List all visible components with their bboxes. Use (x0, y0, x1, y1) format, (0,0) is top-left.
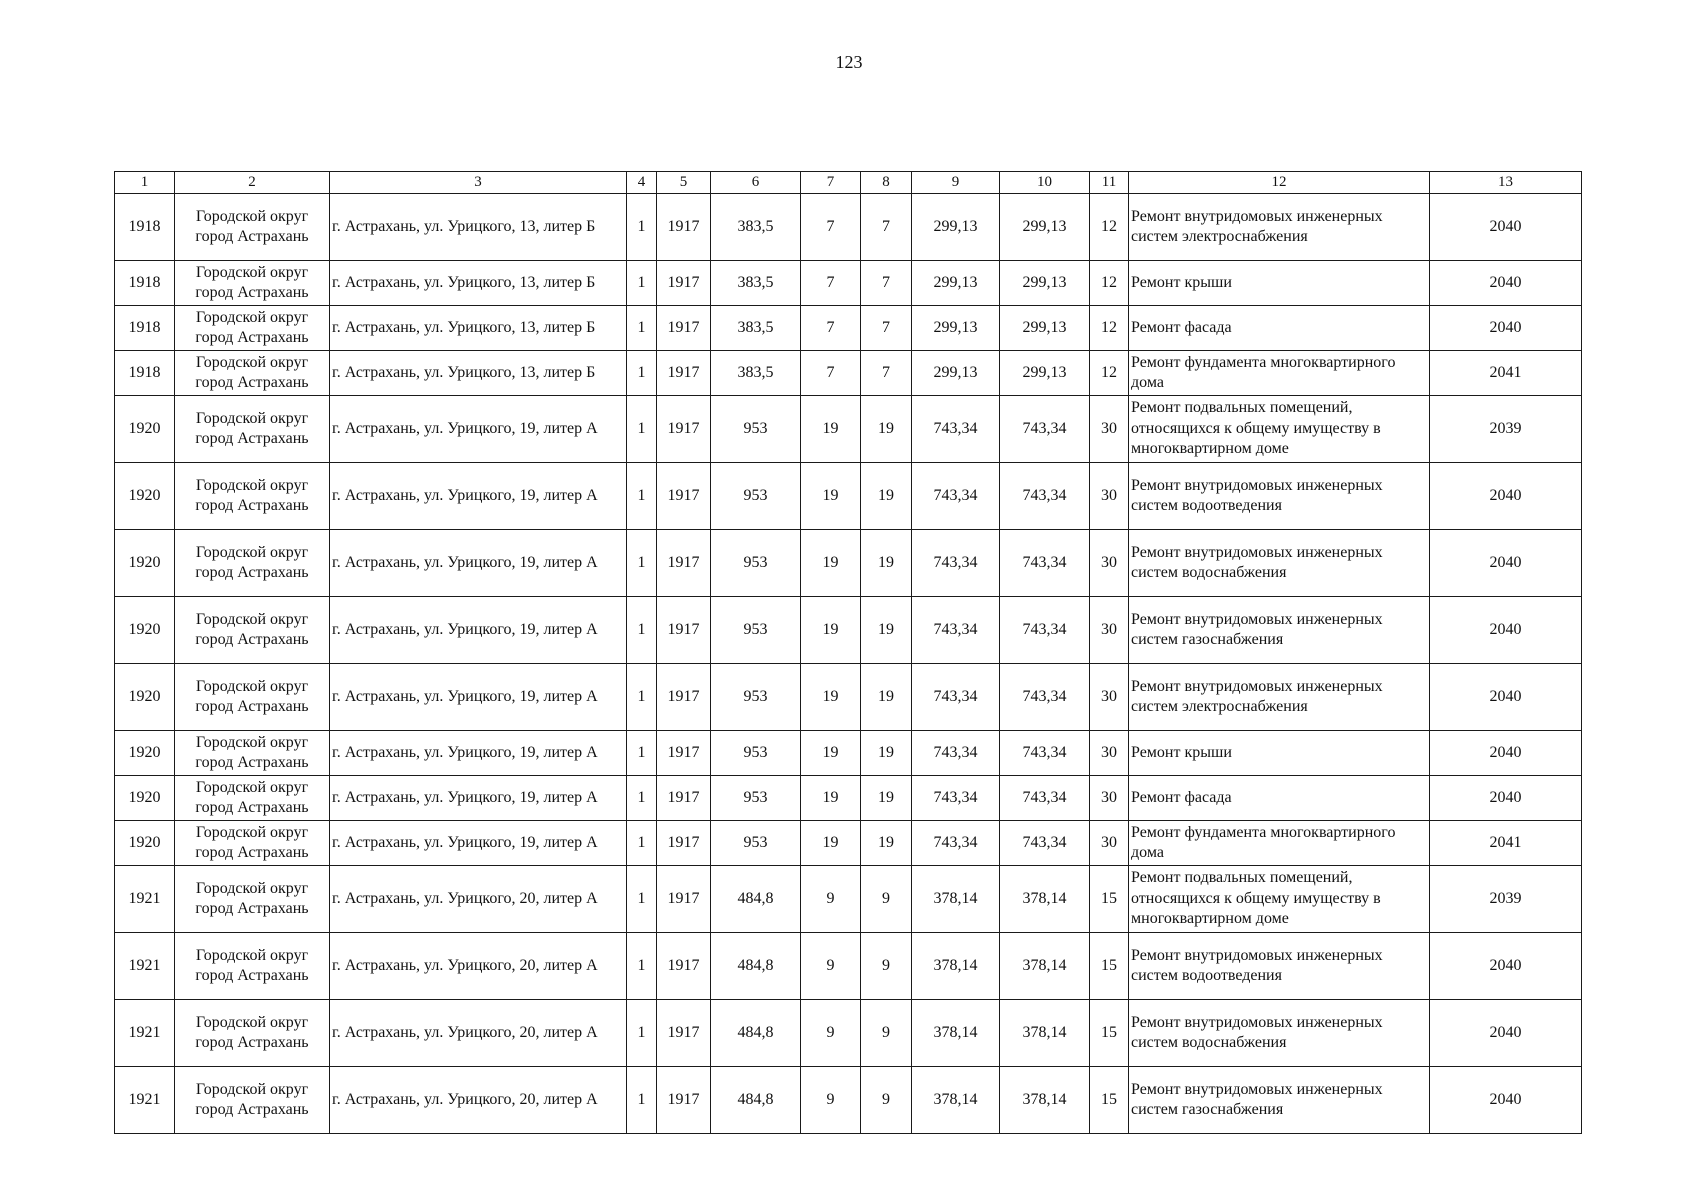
cell-col-7: 7 (801, 261, 861, 306)
cell-col-13: 2040 (1430, 261, 1582, 306)
cell-col-12: Ремонт внутридомовых инженерных систем водоснабжения (1129, 1000, 1430, 1067)
cell-col-2: Городской округ город Астрахань (175, 597, 330, 664)
cell-col-6: 953 (711, 776, 801, 821)
cell-col-12: Ремонт внутридомовых инженерных систем водоснабжения (1129, 530, 1430, 597)
cell-col-4: 1 (627, 1067, 657, 1134)
cell-col-12: Ремонт внутридомовых инженерных систем водоотведения (1129, 463, 1430, 530)
cell-col-1: 1921 (115, 933, 175, 1000)
cell-col-8: 19 (861, 463, 912, 530)
cell-col-10: 378,14 (1000, 866, 1090, 933)
cell-col-7: 19 (801, 597, 861, 664)
cell-col-4: 1 (627, 933, 657, 1000)
cell-col-6: 953 (711, 463, 801, 530)
cell-col-10: 743,34 (1000, 664, 1090, 731)
cell-col-7: 7 (801, 306, 861, 351)
cell-col-8: 19 (861, 664, 912, 731)
cell-col-12: Ремонт крыши (1129, 261, 1430, 306)
cell-col-7: 19 (801, 821, 861, 866)
cell-col-3: г. Астрахань, ул. Урицкого, 13, литер Б (330, 351, 627, 396)
cell-col-5: 1917 (657, 664, 711, 731)
cell-col-1: 1918 (115, 194, 175, 261)
cell-col-1: 1920 (115, 731, 175, 776)
cell-col-11: 30 (1090, 776, 1129, 821)
cell-col-5: 1917 (657, 463, 711, 530)
cell-col-3: г. Астрахань, ул. Урицкого, 19, литер А (330, 821, 627, 866)
cell-col-3: г. Астрахань, ул. Урицкого, 13, литер Б (330, 306, 627, 351)
cell-col-12: Ремонт внутридомовых инженерных систем водоотведения (1129, 933, 1430, 1000)
cell-col-2: Городской округ город Астрахань (175, 530, 330, 597)
cell-col-3: г. Астрахань, ул. Урицкого, 20, литер А (330, 933, 627, 1000)
cell-col-12: Ремонт внутридомовых инженерных систем газоснабжения (1129, 597, 1430, 664)
cell-col-4: 1 (627, 866, 657, 933)
column-number-7: 7 (801, 172, 861, 194)
column-number-2: 2 (175, 172, 330, 194)
cell-col-11: 15 (1090, 866, 1129, 933)
cell-col-2: Городской округ город Астрахань (175, 396, 330, 463)
cell-col-12: Ремонт крыши (1129, 731, 1430, 776)
cell-col-13: 2040 (1430, 664, 1582, 731)
column-number-1: 1 (115, 172, 175, 194)
cell-col-10: 743,34 (1000, 597, 1090, 664)
column-number-9: 9 (912, 172, 1000, 194)
cell-col-6: 953 (711, 731, 801, 776)
cell-col-6: 484,8 (711, 933, 801, 1000)
cell-col-13: 2039 (1430, 396, 1582, 463)
cell-col-2: Городской округ город Астрахань (175, 351, 330, 396)
cell-col-7: 19 (801, 530, 861, 597)
table-row (115, 1067, 1582, 1134)
cell-col-8: 7 (861, 261, 912, 306)
cell-col-13: 2039 (1430, 866, 1582, 933)
cell-col-7: 7 (801, 194, 861, 261)
cell-col-6: 484,8 (711, 1000, 801, 1067)
cell-col-3: г. Астрахань, ул. Урицкого, 20, литер А (330, 1000, 627, 1067)
cell-col-2: Городской округ город Астрахань (175, 821, 330, 866)
cell-col-2: Городской округ город Астрахань (175, 776, 330, 821)
cell-col-3: г. Астрахань, ул. Урицкого, 19, литер А (330, 396, 627, 463)
cell-col-2: Городской округ город Астрахань (175, 933, 330, 1000)
repair-schedule-table (114, 171, 1582, 1134)
cell-col-7: 9 (801, 1067, 861, 1134)
cell-col-4: 1 (627, 731, 657, 776)
cell-col-7: 7 (801, 351, 861, 396)
cell-col-10: 299,13 (1000, 261, 1090, 306)
cell-col-1: 1921 (115, 1067, 175, 1134)
cell-col-9: 743,34 (912, 664, 1000, 731)
cell-col-5: 1917 (657, 933, 711, 1000)
cell-col-7: 9 (801, 1000, 861, 1067)
cell-col-10: 743,34 (1000, 396, 1090, 463)
cell-col-9: 743,34 (912, 776, 1000, 821)
table-row (115, 396, 1582, 463)
cell-col-10: 299,13 (1000, 306, 1090, 351)
cell-col-11: 30 (1090, 821, 1129, 866)
cell-col-11: 30 (1090, 463, 1129, 530)
cell-col-12: Ремонт подвальных помещений, относящихся к общему имуществу в многоквартирном доме (1129, 396, 1430, 463)
cell-col-12: Ремонт внутридомовых инженерных систем электроснабжения (1129, 194, 1430, 261)
cell-col-10: 743,34 (1000, 731, 1090, 776)
cell-col-2: Городской округ город Астрахань (175, 194, 330, 261)
cell-col-1: 1918 (115, 306, 175, 351)
cell-col-5: 1917 (657, 821, 711, 866)
cell-col-9: 299,13 (912, 194, 1000, 261)
cell-col-4: 1 (627, 530, 657, 597)
cell-col-4: 1 (627, 776, 657, 821)
cell-col-8: 9 (861, 866, 912, 933)
cell-col-4: 1 (627, 597, 657, 664)
cell-col-11: 12 (1090, 261, 1129, 306)
table-row (115, 194, 1582, 261)
cell-col-13: 2040 (1430, 194, 1582, 261)
column-number-12: 12 (1129, 172, 1430, 194)
cell-col-9: 743,34 (912, 597, 1000, 664)
column-number-5: 5 (657, 172, 711, 194)
cell-col-9: 743,34 (912, 821, 1000, 866)
cell-col-1: 1921 (115, 866, 175, 933)
cell-col-11: 15 (1090, 933, 1129, 1000)
table-row (115, 776, 1582, 821)
cell-col-1: 1920 (115, 597, 175, 664)
cell-col-7: 19 (801, 776, 861, 821)
column-number-13: 13 (1430, 172, 1582, 194)
column-number-3: 3 (330, 172, 627, 194)
cell-col-8: 7 (861, 351, 912, 396)
cell-col-5: 1917 (657, 306, 711, 351)
cell-col-5: 1917 (657, 866, 711, 933)
cell-col-4: 1 (627, 261, 657, 306)
cell-col-3: г. Астрахань, ул. Урицкого, 19, литер А (330, 664, 627, 731)
column-number-8: 8 (861, 172, 912, 194)
cell-col-9: 743,34 (912, 530, 1000, 597)
cell-col-7: 9 (801, 866, 861, 933)
cell-col-9: 378,14 (912, 866, 1000, 933)
cell-col-6: 484,8 (711, 866, 801, 933)
cell-col-6: 953 (711, 530, 801, 597)
cell-col-9: 743,34 (912, 731, 1000, 776)
cell-col-8: 7 (861, 306, 912, 351)
cell-col-5: 1917 (657, 194, 711, 261)
table-row (115, 351, 1582, 396)
cell-col-13: 2040 (1430, 1067, 1582, 1134)
cell-col-7: 9 (801, 933, 861, 1000)
cell-col-4: 1 (627, 1000, 657, 1067)
cell-col-1: 1920 (115, 530, 175, 597)
cell-col-6: 383,5 (711, 306, 801, 351)
table-row (115, 866, 1582, 933)
cell-col-8: 19 (861, 776, 912, 821)
cell-col-3: г. Астрахань, ул. Урицкого, 20, литер А (330, 1067, 627, 1134)
cell-col-12: Ремонт фасада (1129, 306, 1430, 351)
cell-col-1: 1920 (115, 664, 175, 731)
cell-col-2: Городской округ город Астрахань (175, 866, 330, 933)
cell-col-6: 953 (711, 396, 801, 463)
cell-col-5: 1917 (657, 1067, 711, 1134)
table-row (115, 664, 1582, 731)
table-row (115, 530, 1582, 597)
cell-col-10: 743,34 (1000, 463, 1090, 530)
cell-col-6: 953 (711, 821, 801, 866)
cell-col-2: Городской округ город Астрахань (175, 731, 330, 776)
cell-col-10: 743,34 (1000, 530, 1090, 597)
cell-col-1: 1918 (115, 261, 175, 306)
cell-col-12: Ремонт фундамента многоквартирного дома (1129, 351, 1430, 396)
cell-col-13: 2040 (1430, 530, 1582, 597)
cell-col-11: 30 (1090, 731, 1129, 776)
cell-col-13: 2040 (1430, 597, 1582, 664)
cell-col-9: 299,13 (912, 261, 1000, 306)
table-body (115, 172, 1582, 1134)
cell-col-9: 378,14 (912, 1067, 1000, 1134)
cell-col-4: 1 (627, 821, 657, 866)
cell-col-12: Ремонт фасада (1129, 776, 1430, 821)
cell-col-4: 1 (627, 194, 657, 261)
cell-col-5: 1917 (657, 731, 711, 776)
cell-col-7: 19 (801, 664, 861, 731)
cell-col-9: 378,14 (912, 933, 1000, 1000)
table-row (115, 463, 1582, 530)
cell-col-5: 1917 (657, 530, 711, 597)
cell-col-11: 30 (1090, 396, 1129, 463)
cell-col-8: 9 (861, 1000, 912, 1067)
cell-col-13: 2040 (1430, 731, 1582, 776)
cell-col-13: 2041 (1430, 821, 1582, 866)
table-row (115, 731, 1582, 776)
cell-col-3: г. Астрахань, ул. Урицкого, 13, литер Б (330, 194, 627, 261)
cell-col-10: 743,34 (1000, 776, 1090, 821)
cell-col-5: 1917 (657, 597, 711, 664)
column-number-4: 4 (627, 172, 657, 194)
cell-col-9: 743,34 (912, 463, 1000, 530)
cell-col-2: Городской округ город Астрахань (175, 1000, 330, 1067)
cell-col-9: 743,34 (912, 396, 1000, 463)
cell-col-7: 19 (801, 396, 861, 463)
cell-col-3: г. Астрахань, ул. Урицкого, 19, литер А (330, 731, 627, 776)
cell-col-4: 1 (627, 306, 657, 351)
column-number-row (115, 172, 1582, 194)
cell-col-3: г. Астрахань, ул. Урицкого, 20, литер А (330, 866, 627, 933)
cell-col-2: Городской округ город Астрахань (175, 463, 330, 530)
cell-col-12: Ремонт внутридомовых инженерных систем электроснабжения (1129, 664, 1430, 731)
cell-col-4: 1 (627, 396, 657, 463)
cell-col-10: 378,14 (1000, 1000, 1090, 1067)
cell-col-10: 299,13 (1000, 194, 1090, 261)
cell-col-2: Городской округ город Астрахань (175, 1067, 330, 1134)
cell-col-11: 30 (1090, 664, 1129, 731)
cell-col-6: 953 (711, 597, 801, 664)
cell-col-3: г. Астрахань, ул. Урицкого, 19, литер А (330, 530, 627, 597)
cell-col-3: г. Астрахань, ул. Урицкого, 13, литер Б (330, 261, 627, 306)
cell-col-1: 1920 (115, 821, 175, 866)
cell-col-6: 484,8 (711, 1067, 801, 1134)
cell-col-13: 2040 (1430, 933, 1582, 1000)
cell-col-11: 12 (1090, 351, 1129, 396)
cell-col-2: Городской округ город Астрахань (175, 664, 330, 731)
cell-col-10: 299,13 (1000, 351, 1090, 396)
cell-col-11: 30 (1090, 530, 1129, 597)
cell-col-4: 1 (627, 351, 657, 396)
cell-col-5: 1917 (657, 261, 711, 306)
cell-col-8: 19 (861, 731, 912, 776)
cell-col-8: 7 (861, 194, 912, 261)
cell-col-3: г. Астрахань, ул. Урицкого, 19, литер А (330, 597, 627, 664)
column-number-10: 10 (1000, 172, 1090, 194)
cell-col-11: 15 (1090, 1000, 1129, 1067)
cell-col-4: 1 (627, 664, 657, 731)
table-row (115, 306, 1582, 351)
cell-col-13: 2040 (1430, 306, 1582, 351)
cell-col-8: 9 (861, 1067, 912, 1134)
cell-col-5: 1917 (657, 776, 711, 821)
cell-col-1: 1920 (115, 776, 175, 821)
cell-col-7: 19 (801, 731, 861, 776)
cell-col-11: 15 (1090, 1067, 1129, 1134)
cell-col-4: 1 (627, 463, 657, 530)
table-row (115, 1000, 1582, 1067)
cell-col-13: 2040 (1430, 776, 1582, 821)
cell-col-3: г. Астрахань, ул. Урицкого, 19, литер А (330, 463, 627, 530)
cell-col-2: Городской округ город Астрахань (175, 306, 330, 351)
cell-col-11: 30 (1090, 597, 1129, 664)
cell-col-5: 1917 (657, 351, 711, 396)
cell-col-12: Ремонт подвальных помещений, относящихся к общему имуществу в многоквартирном доме (1129, 866, 1430, 933)
table-row (115, 821, 1582, 866)
cell-col-1: 1918 (115, 351, 175, 396)
cell-col-9: 378,14 (912, 1000, 1000, 1067)
cell-col-10: 378,14 (1000, 1067, 1090, 1134)
cell-col-5: 1917 (657, 396, 711, 463)
cell-col-11: 12 (1090, 194, 1129, 261)
cell-col-8: 19 (861, 597, 912, 664)
cell-col-13: 2040 (1430, 463, 1582, 530)
cell-col-8: 19 (861, 396, 912, 463)
table-row (115, 261, 1582, 306)
table-row (115, 597, 1582, 664)
cell-col-10: 743,34 (1000, 821, 1090, 866)
cell-col-5: 1917 (657, 1000, 711, 1067)
cell-col-10: 378,14 (1000, 933, 1090, 1000)
column-number-6: 6 (711, 172, 801, 194)
table-row (115, 933, 1582, 1000)
cell-col-6: 383,5 (711, 194, 801, 261)
cell-col-13: 2040 (1430, 1000, 1582, 1067)
cell-col-11: 12 (1090, 306, 1129, 351)
cell-col-9: 299,13 (912, 351, 1000, 396)
column-number-11: 11 (1090, 172, 1129, 194)
cell-col-8: 19 (861, 530, 912, 597)
cell-col-1: 1920 (115, 463, 175, 530)
cell-col-1: 1921 (115, 1000, 175, 1067)
cell-col-2: Городской округ город Астрахань (175, 261, 330, 306)
cell-col-8: 9 (861, 933, 912, 1000)
cell-col-8: 19 (861, 821, 912, 866)
cell-col-12: Ремонт фундамента многоквартирного дома (1129, 821, 1430, 866)
page-number: 123 (835, 52, 863, 72)
cell-col-1: 1920 (115, 396, 175, 463)
cell-col-9: 299,13 (912, 306, 1000, 351)
cell-col-7: 19 (801, 463, 861, 530)
cell-col-6: 953 (711, 664, 801, 731)
cell-col-3: г. Астрахань, ул. Урицкого, 19, литер А (330, 776, 627, 821)
cell-col-6: 383,5 (711, 351, 801, 396)
cell-col-6: 383,5 (711, 261, 801, 306)
cell-col-13: 2041 (1430, 351, 1582, 396)
cell-col-12: Ремонт внутридомовых инженерных систем газоснабжения (1129, 1067, 1430, 1134)
